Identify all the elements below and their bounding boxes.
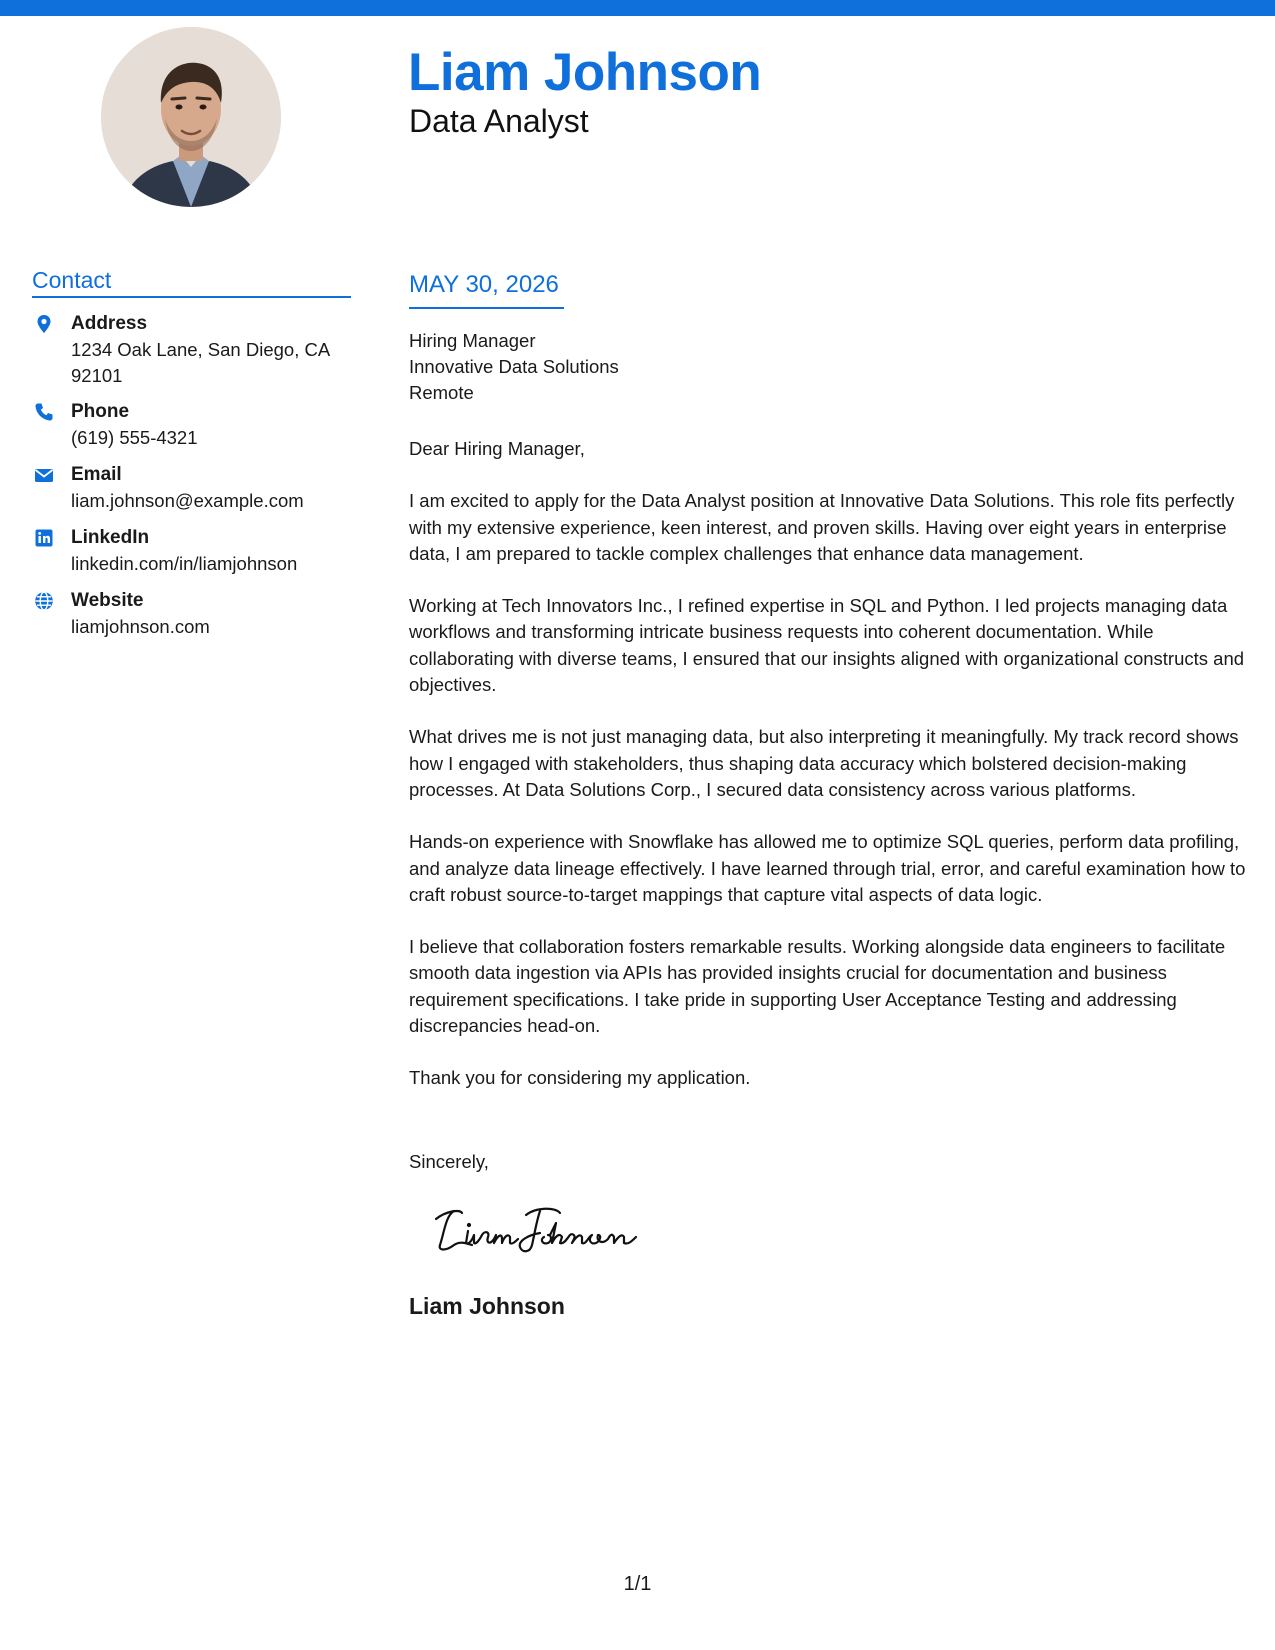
contact-value: 1234 Oak Lane, San Diego, CA 92101 bbox=[71, 339, 330, 386]
recipient-line: Hiring Manager bbox=[409, 330, 536, 351]
contact-label: Email bbox=[71, 464, 122, 485]
phone-icon bbox=[34, 402, 54, 422]
contact-divider bbox=[32, 296, 351, 298]
body-paragraph: Thank you for considering my application. bbox=[409, 1067, 751, 1089]
letter-date: MAY 30, 2026 bbox=[409, 271, 559, 298]
contact-label: Phone bbox=[71, 401, 130, 422]
body-paragraph: Hands-on experience with Snowflake has allowed me to optimize SQL queries, perform data profiling, and analyze data lineage effectively. I have learned through trial, error, and careful examination how to craft robust source-to-target mappings that capture vital aspects of data logic. bbox=[409, 831, 1246, 905]
body-paragraph: I am excited to apply for the Data Analyst position at Innovative Data Solutions. This role fits perfectly with my extensive experience, keen interest, and proven skills. Having over eight years in enterprise data, I am prepared to tackle complex challenges that enhance data management. bbox=[409, 490, 1235, 564]
contact-heading: Contact bbox=[32, 267, 112, 293]
contact-value: liamjohnson.com bbox=[71, 616, 210, 637]
date-divider bbox=[409, 307, 564, 309]
page-number: 1/1 bbox=[623, 1573, 652, 1595]
job-title: Data Analyst bbox=[409, 103, 589, 139]
avatar bbox=[101, 27, 281, 207]
greeting: Dear Hiring Manager, bbox=[409, 438, 585, 459]
candidate-name: Liam Johnson bbox=[408, 43, 762, 102]
top-accent-bar bbox=[0, 0, 1275, 16]
contact-value: linkedin.com/in/liamjohnson bbox=[71, 553, 298, 574]
body-paragraph: Working at Tech Innovators Inc., I refined expertise in SQL and Python. I led projects managing data workflows and transforming intricate business requests into coherent documentation. While collaborating with diverse teams, I ensured that our insights aligned with organizational constructs and objectives. bbox=[409, 595, 1245, 696]
contact-value: (619) 555-4321 bbox=[71, 427, 198, 448]
contact-label: Address bbox=[71, 313, 148, 334]
contact-label: LinkedIn bbox=[71, 527, 150, 548]
map-pin-icon bbox=[34, 314, 54, 334]
signer-name: Liam Johnson bbox=[409, 1293, 565, 1319]
contact-label: Website bbox=[71, 590, 144, 611]
linkedin-icon bbox=[34, 528, 54, 548]
recipient-block bbox=[409, 328, 619, 406]
body-paragraph: What drives me is not just managing data, but also interpreting it meaningfully. My track record shows how I engaged with stakeholders, thus shaping data accuracy which bolstered decision-making processes. At Data Solutions Corp., I secured data consistency across various platforms. bbox=[409, 726, 1239, 800]
email-icon bbox=[34, 465, 54, 485]
closing: Sincerely, bbox=[409, 1151, 489, 1172]
recipient-line: Innovative Data Solutions bbox=[409, 356, 619, 377]
recipient-line: Remote bbox=[409, 382, 474, 403]
handwritten-signature bbox=[432, 1205, 652, 1255]
contact-value: liam.johnson@example.com bbox=[71, 490, 304, 511]
letter-body bbox=[409, 436, 1254, 1118]
body-paragraph: I believe that collaboration fosters remarkable results. Working alongside data engineers to facilitate smooth data ingestion via APIs has provided insights crucial for documentation and business requirement specifications. I take pride in supporting User Acceptance Testing and addressing discrepancies head-on. bbox=[409, 936, 1226, 1037]
globe-icon bbox=[34, 591, 54, 611]
